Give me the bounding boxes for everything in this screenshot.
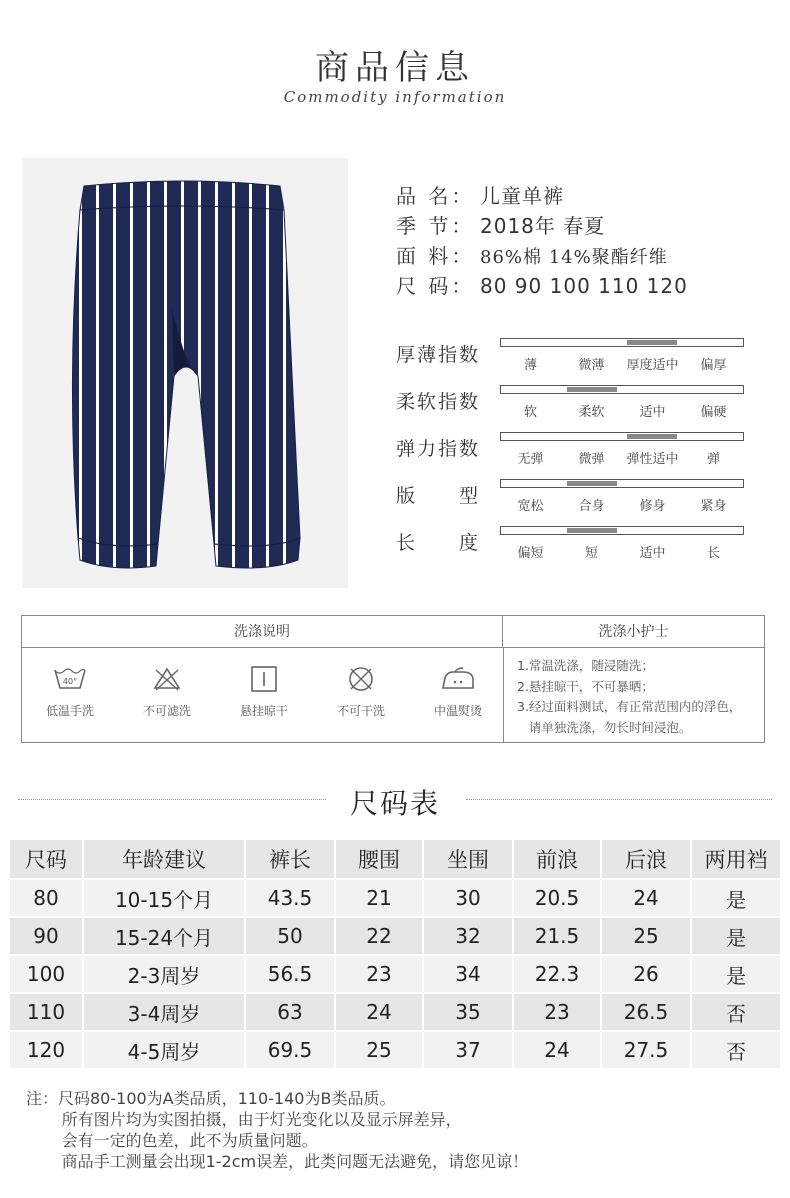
wash-label: 低温手洗 <box>45 704 94 718</box>
hand-wash-40-icon <box>52 666 88 692</box>
divider-right <box>466 799 772 800</box>
index-options <box>500 542 744 561</box>
note-line: 所有图片均为实图拍摄，由于灯光变化以及显示屏差异， <box>26 1110 462 1129</box>
wash-item <box>119 666 215 719</box>
info-size-row <box>396 270 688 299</box>
index-option: 修身 <box>639 499 666 514</box>
column-header: 两用裆 <box>692 840 780 878</box>
index-scale-marker <box>567 528 617 533</box>
wash-item <box>216 666 312 719</box>
index-scale-bar <box>500 385 744 394</box>
wash-label: 中温熨烫 <box>433 704 482 718</box>
index-scale-bar <box>500 479 744 488</box>
table-cell: 90 <box>10 916 84 954</box>
table-cell: 63 <box>246 992 336 1030</box>
wash-item <box>410 666 506 719</box>
table-cell: 4-5周岁 <box>84 1030 246 1068</box>
index-label: 版 型 <box>396 485 481 507</box>
index-option: 软 <box>523 405 537 420</box>
table-cell: 10-15个月 <box>84 878 246 916</box>
index-options <box>500 401 744 420</box>
table-cell: 26.5 <box>602 992 692 1030</box>
table-cell: 否 <box>692 1030 780 1068</box>
index-options <box>500 354 744 373</box>
index-option: 微薄 <box>578 358 605 373</box>
info-name-row <box>396 180 564 209</box>
care-tip: 3.经过面料测试，有正常范围内的浮色， <box>517 699 742 714</box>
index-option: 紧身 <box>700 499 727 514</box>
column-header: 尺码 <box>10 840 84 878</box>
table-cell: 56.5 <box>246 954 336 992</box>
table-cell: 80 <box>10 878 84 916</box>
product-fabric: 86%棉 14%聚酯纤维 <box>480 247 668 268</box>
table-cell: 24 <box>514 1030 602 1068</box>
table-row <box>10 916 780 954</box>
index-option: 宽松 <box>517 499 544 514</box>
index-option: 偏短 <box>517 546 544 561</box>
wash-label: 不可干洗 <box>336 704 385 718</box>
table-cell: 3-4周岁 <box>84 992 246 1030</box>
index-option: 弹 <box>706 452 720 467</box>
index-option: 弹性适中 <box>626 452 679 467</box>
index-label: 厚薄指数 <box>396 344 481 366</box>
care-tip: 1.常温洗涤，随浸随洗； <box>517 658 654 673</box>
index-option: 微弹 <box>578 452 605 467</box>
wash-item <box>313 666 409 719</box>
index-option: 合身 <box>578 499 605 514</box>
table-cell: 26 <box>602 954 692 992</box>
table-cell: 50 <box>246 916 336 954</box>
table-cell: 25 <box>602 916 692 954</box>
index-option: 适中 <box>639 546 666 561</box>
index-scale-bar <box>500 432 744 441</box>
wash-label: 悬挂晾干 <box>239 704 288 718</box>
index-option: 厚度适中 <box>626 358 679 373</box>
wash-instructions <box>21 615 765 743</box>
table-cell: 20.5 <box>514 878 602 916</box>
striped-pants-illustration <box>22 158 348 588</box>
table-cell: 是 <box>692 878 780 916</box>
index-option: 适中 <box>639 405 666 420</box>
wash-header: 洗涤说明 <box>22 616 503 648</box>
table-cell: 30 <box>424 878 514 916</box>
table-cell: 23 <box>336 954 424 992</box>
table-cell: 24 <box>336 992 424 1030</box>
index-option: 无弹 <box>517 452 544 467</box>
table-cell: 22 <box>336 916 424 954</box>
wash-label: 不可滤洗 <box>142 704 191 718</box>
care-tips-header: 洗涤小护士 <box>503 616 764 648</box>
info-label: 季 节： <box>396 214 475 238</box>
index-option: 长 <box>706 546 720 561</box>
column-header: 坐围 <box>424 840 514 878</box>
note-line: 注：尺码80-100为A类品质，110-140为B类品质。 <box>26 1089 396 1108</box>
table-cell: 24 <box>602 878 692 916</box>
table-row <box>10 878 780 916</box>
table-cell: 43.5 <box>246 878 336 916</box>
table-cell: 69.5 <box>246 1030 336 1068</box>
table-cell: 否 <box>692 992 780 1030</box>
table-row <box>10 1030 780 1068</box>
table-cell: 25 <box>336 1030 424 1068</box>
table-cell: 21 <box>336 878 424 916</box>
column-header: 裤长 <box>246 840 336 878</box>
hang-dry-icon <box>250 666 278 692</box>
table-cell: 27.5 <box>602 1030 692 1068</box>
index-scale-bar <box>500 338 744 347</box>
index-options <box>500 495 744 514</box>
column-header: 腰围 <box>336 840 424 878</box>
info-season-row <box>396 210 605 239</box>
column-header: 年龄建议 <box>84 840 246 878</box>
column-header: 后浪 <box>602 840 692 878</box>
info-label: 品 名： <box>396 184 475 208</box>
index-option: 薄 <box>523 358 537 373</box>
index-scale-marker <box>627 434 677 439</box>
no-dry-clean-icon <box>347 666 375 692</box>
section-title: 商品信息 <box>315 48 475 88</box>
table-cell: 是 <box>692 916 780 954</box>
product-photo <box>22 158 348 588</box>
care-tip: 请单独洗涤，勿长时间浸泡。 <box>517 719 692 735</box>
table-header-row <box>10 840 780 878</box>
table-cell: 是 <box>692 954 780 992</box>
note-line: 商品手工测量会出现1-2cm误差，此类问题无法避免，请您见谅！ <box>26 1152 529 1171</box>
note-line: 会有一定的色差，此不为质量问题。 <box>26 1131 318 1150</box>
care-tips <box>517 656 741 738</box>
index-scale-marker <box>567 481 617 486</box>
index-option: 偏厚 <box>700 358 727 373</box>
product-name: 儿童单裤 <box>480 184 564 208</box>
table-cell: 100 <box>10 954 84 992</box>
table-cell: 120 <box>10 1030 84 1068</box>
size-chart-title: 尺码表 <box>349 787 440 820</box>
table-row <box>10 954 780 992</box>
size-table <box>10 840 780 1068</box>
table-row <box>10 992 780 1030</box>
table-cell: 23 <box>514 992 602 1030</box>
info-fabric-row <box>396 240 668 269</box>
table-cell: 22.3 <box>514 954 602 992</box>
index-scale-bar <box>500 526 744 535</box>
wash-temp: 40° <box>62 677 78 686</box>
table-cell: 35 <box>424 992 514 1030</box>
wash-item <box>22 666 118 719</box>
index-scale-marker <box>627 340 677 345</box>
index-option: 短 <box>584 546 598 561</box>
info-label: 面 料： <box>396 244 475 268</box>
info-label: 尺 码： <box>396 274 475 298</box>
product-sizes: 80 90 100 110 120 <box>480 274 688 298</box>
table-cell: 34 <box>424 954 514 992</box>
table-cell: 32 <box>424 916 514 954</box>
table-cell: 110 <box>10 992 84 1030</box>
table-cell: 15-24个月 <box>84 916 246 954</box>
column-header: 前浪 <box>514 840 602 878</box>
table-cell: 37 <box>424 1030 514 1068</box>
index-label: 弹力指数 <box>396 438 481 460</box>
product-season: 2018年 春夏 <box>480 214 606 238</box>
index-scale-marker <box>567 387 617 392</box>
no-filter-icon <box>152 666 182 692</box>
index-options <box>500 448 744 467</box>
index-label: 柔软指数 <box>396 391 481 413</box>
index-label: 长 度 <box>396 532 481 554</box>
index-option: 偏硬 <box>700 405 727 420</box>
table-cell: 21.5 <box>514 916 602 954</box>
medium-iron-icon <box>441 666 475 692</box>
index-option: 柔软 <box>578 405 605 420</box>
table-cell: 2-3周岁 <box>84 954 246 992</box>
section-subtitle: Commodity information <box>283 88 507 106</box>
care-tip: 2.悬挂晾干，不可暴晒； <box>517 678 654 694</box>
